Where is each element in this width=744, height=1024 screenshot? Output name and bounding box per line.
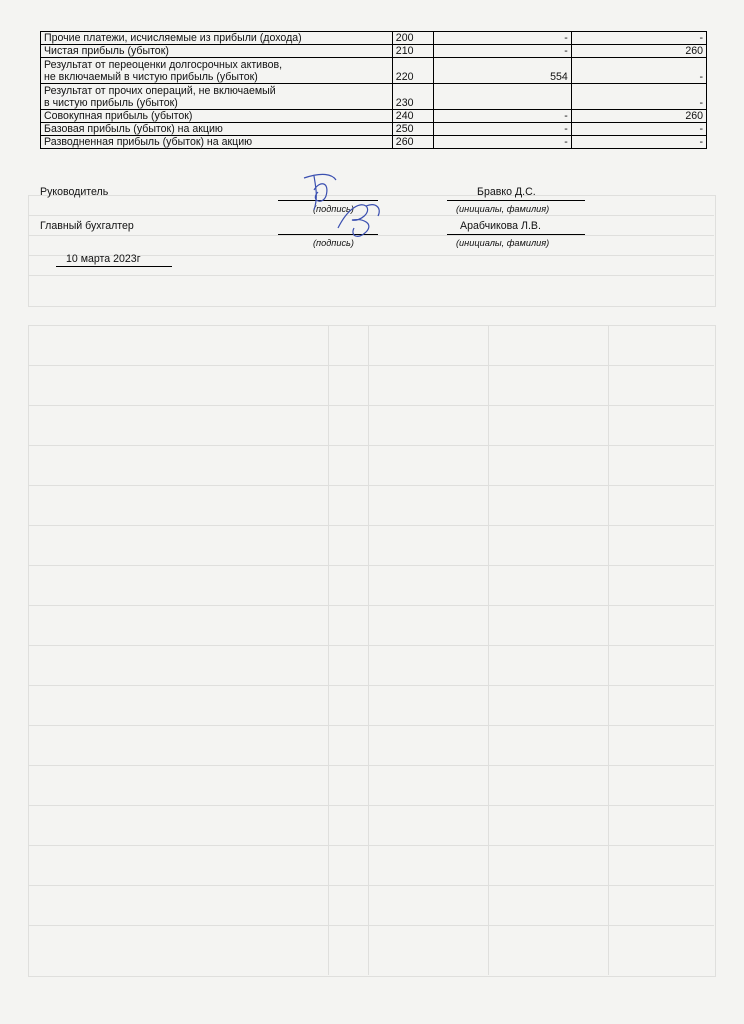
accountant-label: Главный бухгалтер	[40, 220, 134, 232]
row-name	[41, 136, 393, 149]
row-name	[41, 45, 393, 58]
row-previous-value: -	[571, 84, 706, 110]
table-row	[41, 136, 707, 149]
row-current-value: -	[434, 110, 571, 123]
row-previous-value: -	[571, 58, 706, 84]
table-row	[41, 110, 707, 123]
row-code: 250	[392, 123, 434, 136]
row-current-value: 554	[434, 58, 571, 84]
head-name: Бравко Д.С.	[477, 186, 536, 198]
row-name-line: Совокупная прибыль (убыток)	[44, 110, 193, 122]
row-code: 220	[392, 58, 434, 84]
row-name-line: Базовая прибыль (убыток) на акцию	[44, 123, 223, 135]
row-code: 210	[392, 45, 434, 58]
row-name-line: в чистую прибыль (убыток)	[44, 97, 178, 109]
row-name	[41, 84, 393, 110]
row-previous-value: -	[571, 123, 706, 136]
row-name	[41, 32, 393, 45]
row-current-value: -	[434, 136, 571, 149]
row-code: 260	[392, 136, 434, 149]
row-previous-value: -	[571, 32, 706, 45]
row-name-line: Результат от переоценки долгосрочных активов,	[44, 59, 283, 71]
row-name	[41, 58, 393, 84]
row-current-value: -	[434, 32, 571, 45]
accountant-handwritten-signature	[330, 198, 390, 243]
head-initials-caption: (инициалы, фамилия)	[456, 204, 550, 214]
head-label: Руководитель	[40, 186, 109, 198]
accountant-signature-caption: (подпись)	[313, 238, 354, 248]
table-row	[41, 123, 707, 136]
row-name-line: Прочие платежи, исчисляемые из прибыли (дохода)	[44, 32, 302, 44]
row-code: 230	[392, 84, 434, 110]
accountant-name: Арабчикова Л.В.	[460, 220, 541, 232]
reverse-side-bleed-through	[28, 185, 716, 985]
row-name-line: Чистая прибыль (убыток)	[44, 45, 169, 57]
row-current-value: -	[434, 123, 571, 136]
accountant-initials-caption: (инициалы, фамилия)	[456, 238, 550, 248]
table-row	[41, 45, 707, 58]
head-signature-caption: (подпись)	[313, 204, 354, 214]
table-row	[41, 84, 707, 110]
row-name-line: Результат от прочих операций, не включаемый	[44, 85, 276, 97]
profit-loss-table	[40, 31, 707, 149]
row-previous-value: -	[571, 136, 706, 149]
table-row	[41, 58, 707, 84]
row-current-value: -	[434, 45, 571, 58]
row-previous-value: 260	[571, 110, 706, 123]
report-date: 10 марта 2023г	[66, 253, 141, 265]
row-name	[41, 123, 393, 136]
row-name-line: не включаемый в чистую прибыль (убыток)	[44, 71, 258, 83]
table-row	[41, 32, 707, 45]
row-name-line: Разводненная прибыль (убыток) на акцию	[44, 136, 253, 148]
row-code: 240	[392, 110, 434, 123]
date-underline	[56, 266, 172, 267]
row-previous-value: 260	[571, 45, 706, 58]
row-name	[41, 110, 393, 123]
row-code: 200	[392, 32, 434, 45]
accountant-name-line	[447, 234, 585, 235]
head-name-line	[447, 200, 585, 201]
row-current-value	[434, 84, 571, 110]
